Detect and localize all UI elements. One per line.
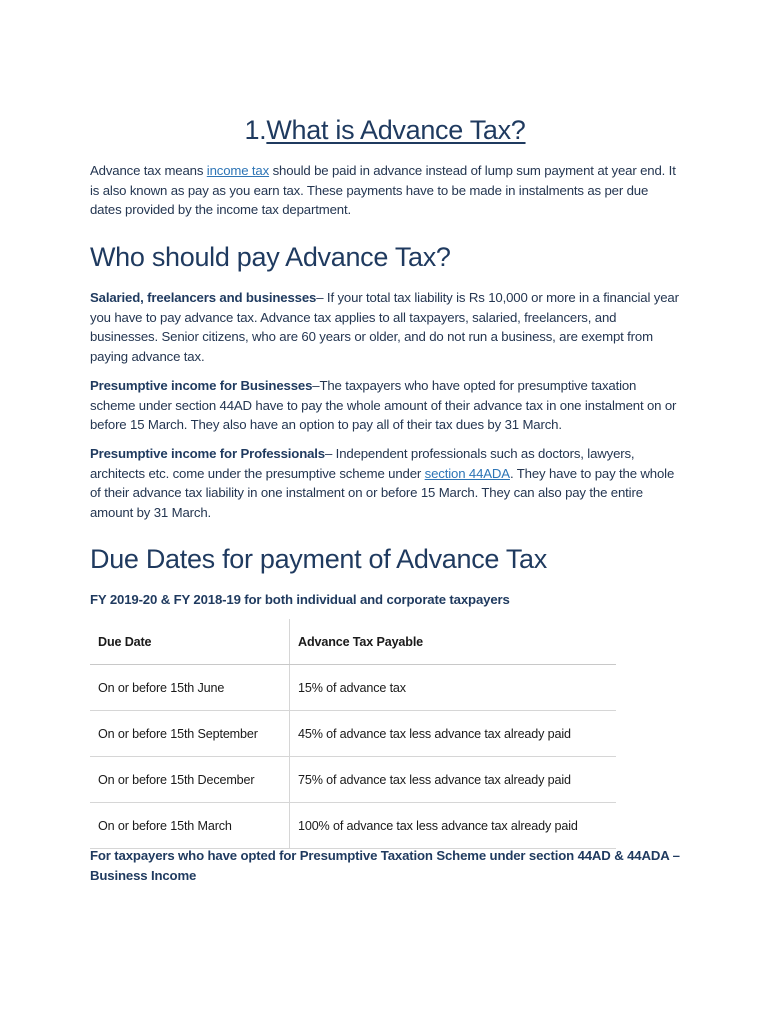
- salaried-lead: Salaried, freelancers and businesses: [90, 290, 317, 305]
- table-cell-payable: 45% of advance tax less advance tax already paid: [290, 711, 617, 757]
- table-row: [90, 711, 616, 757]
- who-should-pay-heading: Who should pay Advance Tax?: [90, 242, 451, 272]
- table-header-row: [90, 619, 616, 665]
- table-row: [90, 803, 616, 849]
- table-cell-payable: 100% of advance tax less advance tax already paid: [290, 803, 617, 849]
- presumptive-professionals-lead: Presumptive income for Professionals: [90, 446, 325, 461]
- table-header-due-date: Due Date: [90, 619, 290, 665]
- presumptive-professionals-paragraph: [90, 444, 680, 522]
- table-cell-due-date: On or before 15th March: [90, 803, 290, 849]
- table-cell-due-date: On or before 15th December: [90, 757, 290, 803]
- page-title: [90, 112, 680, 148]
- fy-subheading: FY 2019-20 & FY 2018-19 for both individual and corporate taxpayers: [90, 592, 510, 607]
- due-dates-table: [90, 619, 616, 849]
- section-44ada-link[interactable]: section 44ADA: [424, 465, 510, 481]
- salaried-text: – If your total tax liability is Rs 10,000 or more in a financial year you have to pay advance tax. Advance tax applies to all taxpayers, salaried, freelancers, and businesses. Senior citizens, who are 60 years or older, and do not run a business, are exempt from paying advance tax.: [90, 290, 679, 364]
- due-dates-heading: Due Dates for payment of Advance Tax: [90, 544, 547, 574]
- table-cell-due-date: On or before 15th June: [90, 665, 290, 711]
- title-text: What is Advance Tax?: [266, 115, 526, 145]
- title-number: 1.: [244, 115, 267, 145]
- presumptive-professionals-text-start: – Independent professionals such as doctors, lawyers, architects etc. come under the presumptive scheme under: [90, 446, 635, 481]
- intro-paragraph: [90, 161, 680, 220]
- income-tax-link[interactable]: income tax: [206, 163, 270, 178]
- intro-text-start: Advance tax means: [90, 163, 207, 178]
- presumptive-business-text: –The taxpayers who have opted for presumptive taxation scheme under section 44AD have to pay the whole amount of their advance tax in one instalment on or before 15 March. They also have an option to pay all of their tax dues by 31 March.: [90, 378, 677, 432]
- table-cell-due-date: On or before 15th September: [90, 711, 290, 757]
- presumptive-professionals-text-end: . They have to pay the whole of their advance tax liability in one instalment on or before 15 March. They can also pay the entire amount by 31 March.: [90, 465, 675, 520]
- table-cell-payable: 75% of advance tax less advance tax already paid: [290, 757, 617, 803]
- intro-text-end: should be paid in advance instead of lump sum payment at year end. It is also known as pay as you earn tax. These payments have to be made in instalments as per due dates provided by the income tax department.: [90, 163, 676, 217]
- presumptive-scheme-subheading: For taxpayers who have opted for Presumptive Taxation Scheme under section 44AD & 44ADA – Business Income: [90, 848, 680, 883]
- table-cell-payable: 15% of advance tax: [290, 665, 617, 711]
- salaried-paragraph: [90, 288, 680, 366]
- table-row: [90, 757, 616, 803]
- table-header-advance-tax-payable: Advance Tax Payable: [290, 619, 617, 665]
- presumptive-business-lead: Presumptive income for Businesses: [90, 378, 313, 393]
- presumptive-business-paragraph: [90, 376, 680, 435]
- table-row: [90, 665, 616, 711]
